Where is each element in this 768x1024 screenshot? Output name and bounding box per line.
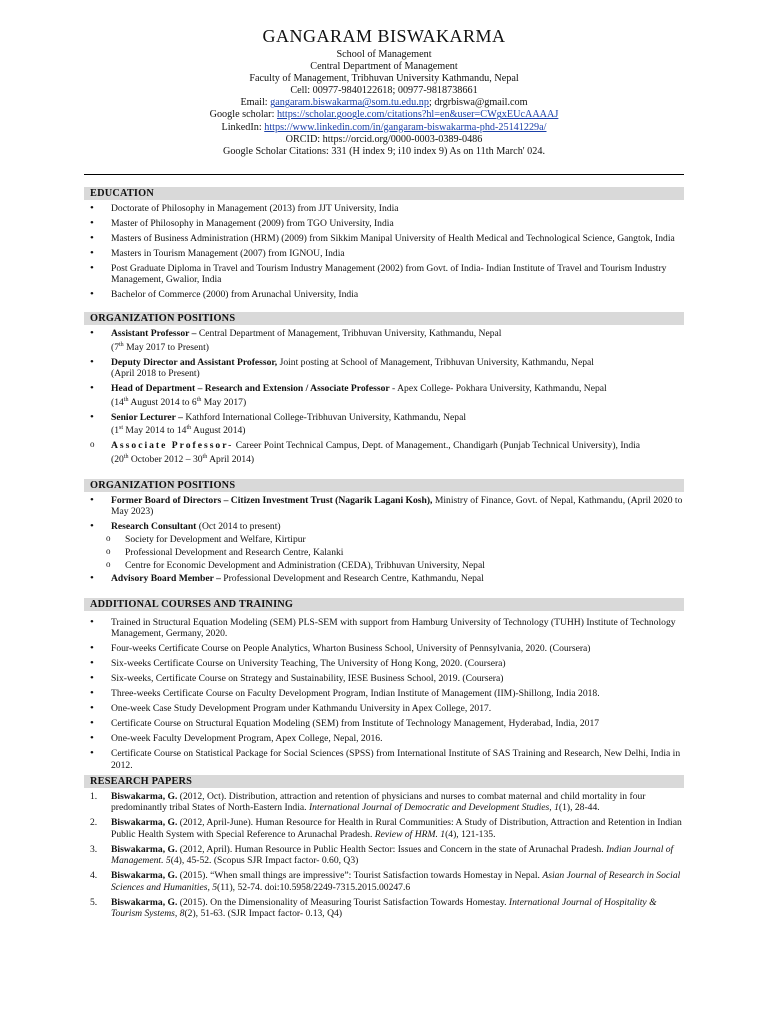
list-item [84,791,684,814]
list-item: • Masters in Tourism Management (2007) from IGNOU, India [84,248,684,259]
paper-text: (2015). “When small things are impressive”: Tourist Satisfaction towards Homestay in Nepal. [177,870,543,882]
list-item: • Bachelor of Commerce (2000) from Arunachal University, India [84,289,684,300]
paper-text: (2012, April-June). Human Resource for Health in Rural Communities: A Study of Distribution, Attraction and Retention in Indian Public Health System with Special Reference to Arunachal Pradesh. [111,817,682,840]
role-title: Deputy Director and Assistant Professor, [111,356,278,368]
item-number: 5. [90,896,98,908]
list-item [84,328,684,353]
list-item: • Certificate Course on Structural Equation Modeling (SEM) from Institute of Technology Management, Hyderabad, India, 2017 [84,718,684,729]
role-org: - Apex College- Pokhara University, Kathmandu, Nepal [389,383,607,395]
email-link[interactable]: gangaram.biswakarma@som.tu.edu.np [270,97,429,109]
list-item: • Trained in Structural Equation Modeling (SEM) PLS-SEM with support from Hamburg University of Technology (TUHH) Institute of Technology Management, Germany, 2020. [84,617,684,640]
paper-text: (2012, Oct). Distribution, attraction and retention of physicians and nurses to combat maternal and child mortality in four predominantly tribal States of North-Eastern India. [111,790,646,814]
cv-header [84,0,684,158]
role-org: Career Point Technical Campus, Dept. of Management., Chandigarh (Punjab Technical University), India [233,440,641,452]
section-research-title: RESEARCH PAPERS [84,775,684,788]
list-item: • Three-weeks Certificate Course on Faculty Development Program, Indian Institute of Management (IIM)-Shillong, India 2018. [84,688,684,699]
paper-journal: International Journal of Democratic and Development Studies, 1 [308,802,559,814]
role-org: Central Department of Management, Tribhuvan University, Kathmandu, Nepal [196,328,502,340]
section-training-title: ADDITIONAL COURSES AND TRAINING [84,598,684,611]
date-sup: th [202,453,208,460]
list-item: • Doctorate of Philosophy in Management (2013) from JJT University, India [84,203,684,214]
header-cell: Cell: 00977-9840122618; 00977-9818738661 [290,85,478,97]
list-item: • Six-weeks Certificate Course on University Teaching, The University of Hong Kong, 2020. (Coursera) [84,658,684,669]
item-number: 1. [90,790,98,802]
training-list [84,617,684,771]
paper-text: (2012, April). Human Resource in Public Health Sector: Issues and Concern in the state of Arunachal Pradesh. [177,843,607,855]
list-item [84,495,684,518]
list-item: • One-week Faculty Development Program, Apex College, Nepal, 2016. [84,733,684,744]
date-sup: th [186,425,192,432]
sub-list-item: o Centre for Economic Development and Administration (CEDA), Tribhuvan University, Nepal [84,560,684,571]
scholar-label: Google scholar: [209,109,277,121]
date-sup: th [123,453,129,460]
date-part: May 2017) [201,396,247,408]
date-part: August 2014 to 6 [128,396,197,408]
list-item: • Masters of Business Administration (HRM) (2009) from Sikkim Manipal University of Health Medical and Technological Science, Gangtok, India [84,233,684,244]
item-number: 4. [90,870,98,882]
list-item: • One-week Case Study Development Program under Kathmandu University in Apex College, 2017. [84,703,684,714]
item-number: 3. [90,843,98,855]
role-title: Assistant Professor – [111,328,197,340]
role-title: Former Board of Directors – Citizen Investment Trust (Nagarik Lagani Kosh), [111,495,433,507]
role-title: Head of Department – Research and Extension / Associate Professor [111,383,390,395]
education-list [84,203,684,301]
paper-tail: (4), 45-52. (Scopus SJR Impact factor- 0.60, Q3) [170,855,359,867]
date-part: (April 2018 to Present) [111,368,200,380]
date-sup: st [119,425,124,432]
list-item [84,870,684,893]
date-part: (20 [111,454,124,466]
sub-list-item: o Professional Development and Research Centre, Kalanki [84,547,684,558]
list-item: • Master of Philosophy in Management (2009) from TGO University, India [84,218,684,229]
role-org: Joint posting at School of Management, Tribhuvan University, Kathmandu, Nepal [277,356,594,368]
paper-journal: Review of HRM. 1 [374,828,446,840]
section-org-positions-2-title: ORGANIZATION POSITIONS [84,479,684,492]
list-item [84,357,684,380]
role-org: Kathford International College-Tribhuvan University, Kathmandu, Nepal [182,411,466,423]
linkedin-link[interactable]: https://www.linkedin.com/in/gangaram-biswakarma-phd-25141229a/ [264,121,547,133]
header-faculty: Faculty of Management, Tribhuvan University Kathmandu, Nepal [249,73,519,85]
list-item: • Post Graduate Diploma in Travel and Tourism Industry Management (2002) from Govt. of India- Indian Institute of Travel and Tourism Industry Management, Gwalior, India [84,263,684,286]
paper-tail: (1), 28-44. [558,802,600,814]
role-org: (Oct 2014 to present) [196,521,281,533]
header-scholar-line [84,109,684,121]
date-sup: th [123,396,129,403]
header-school: School of Management [336,49,432,60]
paper-tail: (4), 121-135. [445,828,496,840]
header-orcid: ORCID: https://orcid.org/0000-0003-0389-0486 [285,133,483,145]
section-education-title: EDUCATION [84,187,684,200]
date-part: October 2012 – 30 [128,454,203,466]
list-item [84,897,684,920]
date-part: April 2014) [207,454,255,466]
date-sup: th [119,341,124,348]
date-part: (7 [111,341,119,353]
email-label: Email: [240,97,271,109]
role-org: Ministry of Finance, Govt. of Nepal, Kathmandu, (April 2020 to May 2023) [111,495,683,518]
item-number: 2. [90,817,98,829]
date-part: May 2017 to Present) [123,341,209,353]
list-item: • Six-weeks, Certificate Course on Strategy and Sustainability, IESE Business School, 2019. (Coursera) [84,673,684,684]
research-list [84,791,684,919]
list-item [84,817,684,840]
list-item [84,383,684,408]
section-org-positions-title: ORGANIZATION POSITIONS [84,312,684,325]
paper-tail: (2), 51-63. (SJR Impact factor- 0.13, Q4) [184,907,343,919]
role-title: Advisory Board Member – [111,573,221,585]
list-item: • Certificate Course on Statistical Package for Social Sciences (SPSS) from International Institute of SAS Training and Research, New Delhi, India in 2012. [84,748,684,771]
paper-author: Biswakarma, G. [111,790,178,802]
header-divider [84,174,684,175]
paper-author: Biswakarma, G. [111,870,178,882]
paper-author: Biswakarma, G. [111,817,178,829]
list-item [84,412,684,437]
paper-journal: Indian Journal of Management. 5 [111,843,674,867]
paper-author: Biswakarma, G. [111,843,178,855]
role-title: Associate Professor- [111,440,234,452]
list-item: • Four-weeks Certificate Course on People Analytics, Wharton Business School, University of Pennsylvania, 2020. (Coursera) [84,643,684,654]
paper-journal: International Journal of Hospitality & Tourism Systems, 8 [111,896,657,919]
header-department: Central Department of Management [310,61,458,73]
header-email-line [84,97,684,109]
date-part: (1 [111,425,119,437]
header-linkedin-line [84,122,684,134]
email-rest: ; drgrbiswa@gmail.com [428,97,528,109]
role-title: Senior Lecturer – [111,411,183,423]
list-item [84,573,684,584]
date-part: May 2014 to 14 [123,425,187,437]
role-title: Research Consultant [111,521,197,533]
org-positions-2-list [84,495,684,584]
list-item [84,440,684,465]
list-item [84,521,684,532]
person-name: GANGARAM BISWAKARMA [262,26,506,46]
linkedin-label: LinkedIn: [221,121,265,133]
date-sup: th [196,396,202,403]
date-part: August 2014) [191,425,246,437]
paper-author: Biswakarma, G. [111,896,178,908]
sub-list-item: o Society for Development and Welfare, Kirtipur [84,534,684,545]
date-part: (14 [111,396,124,408]
paper-tail: (11), 52-74. doi:10.5958/2249-7315.2015.00247.6 [217,881,411,893]
org-positions-list [84,328,684,465]
list-item [84,844,684,867]
role-org: Professional Development and Research Centre, Kathmandu, Nepal [220,573,484,585]
scholar-link[interactable]: https://scholar.google.com/citations?hl=en&user=CWgxEUcAAAAJ [276,109,559,121]
paper-journal: Asian Journal of Research in Social Sciences and Humanities, 5 [111,870,681,893]
header-citations: Google Scholar Citations: 331 (H index 9; i10 index 9) As on 11th March' 024. [222,145,546,157]
paper-text: (2015). On the Dimensionality of Measuring Tourist Satisfaction Towards Homestay. [177,896,509,908]
